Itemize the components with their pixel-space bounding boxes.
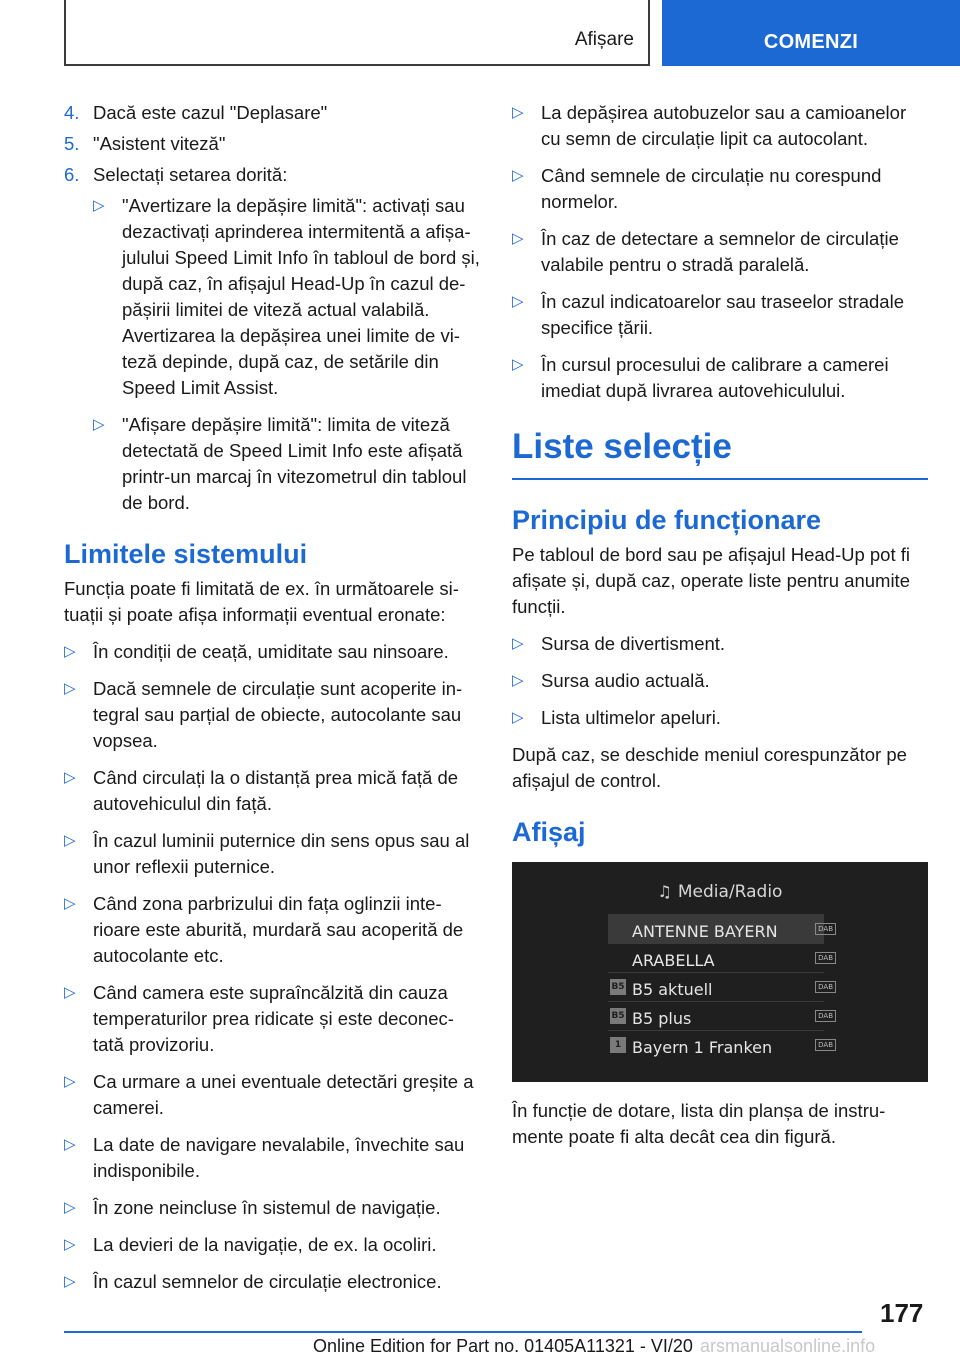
list-item-text: În zone neincluse în sistemul de navigație.	[93, 1197, 441, 1218]
triangle-right-icon: ▷	[93, 416, 105, 433]
step-item	[64, 131, 484, 157]
list-item	[64, 980, 484, 1058]
step-text: Dacă este cazul "Deplasare"	[93, 102, 328, 123]
list-item	[512, 705, 928, 731]
list-item-text: Lista ultimelor apeluri.	[541, 707, 721, 728]
list-item	[64, 1269, 484, 1295]
list-types	[512, 631, 928, 731]
triangle-right-icon: ▷	[512, 672, 524, 689]
station-label: ARABELLA	[632, 951, 715, 970]
list-item-text: Sursa de divertisment.	[541, 633, 726, 654]
step-item	[64, 162, 484, 188]
station-label: Bayern 1 Franken	[632, 1038, 773, 1057]
triangle-right-icon: ▷	[64, 643, 76, 660]
footer-divider	[64, 1331, 862, 1333]
step-number: 4.	[64, 102, 80, 123]
footer-watermark: arsmanualsonline.info	[700, 1336, 876, 1356]
screen-title	[512, 879, 928, 905]
dab-tag: DAB	[815, 981, 836, 993]
list-item	[64, 1069, 484, 1121]
list-item	[64, 1232, 484, 1258]
step-number: 5.	[64, 133, 80, 154]
station-row	[608, 1001, 833, 1030]
list-item	[512, 631, 928, 657]
list-item	[64, 891, 484, 969]
triangle-right-icon: ▷	[93, 197, 105, 214]
list-item-text: În cursul procesului de calibrare a camerei imediat după livrarea autovehiculului.	[541, 354, 889, 401]
triangle-right-icon: ▷	[64, 1073, 76, 1090]
subsection-title: Afișaj	[512, 817, 586, 847]
triangle-right-icon: ▷	[512, 230, 524, 247]
triangle-right-icon: ▷	[512, 293, 524, 310]
triangle-right-icon: ▷	[512, 635, 524, 652]
triangle-right-icon: ▷	[64, 1236, 76, 1253]
station-row	[608, 1030, 833, 1059]
section-intro: Funcția poate fi limitată de ex. în următoarele si-tuații și poate afișa informații eventual eronate:	[64, 578, 459, 625]
dab-tag: DAB	[815, 1010, 836, 1022]
station-logo-icon: B5	[610, 1008, 626, 1024]
list-item-text: În condiții de ceață, umiditate sau ninsoare.	[93, 641, 449, 662]
figure-caption: În funcție de dotare, lista din planșa de instru-mente poate fi alta decât cea din figură.	[512, 1100, 886, 1147]
list-item-text: În cazul indicatoarelor sau traseelor stradale specifice țării.	[541, 291, 904, 338]
list-item-text: Sursa audio actuală.	[541, 670, 710, 691]
header-chapter-tab[interactable]	[662, 0, 960, 66]
list-item-text: În cazul semnelor de circulație electronice.	[93, 1271, 442, 1292]
step-text: "Asistent viteză"	[93, 133, 226, 154]
list-item-text: La date de navigare nevalabile, învechite sau indisponibile.	[93, 1134, 465, 1181]
triangle-right-icon: ▷	[64, 680, 76, 697]
right-column	[512, 100, 928, 1161]
list-item	[512, 226, 928, 278]
page-number: 177	[880, 1298, 924, 1328]
list-item-text: Când semnele de circulație nu corespund normelor.	[541, 165, 882, 212]
list-item-text: "Avertizare la depășire limită": activați sau dezactivați aprinderea intermitentă a afișa-julului Speed Limit Info în tabloul de bord și, după caz, în afișajul Head-Up în cazul de-pășirii limitei de viteză actual valabilă. Avertizarea la depășirea unei limite de vi-teză depinde, după caz, de setările din Speed Limit Assist.	[122, 195, 480, 398]
list-item-text: La depășirea autobuzelor sau a camioanelor cu semn de circulație lipit ca autocolant.	[541, 102, 907, 149]
list-item	[512, 289, 928, 341]
list-item-text: Dacă semnele de circulație sunt acoperite in-tegral sau parțial de obiecte, autocolante sau vopsea.	[93, 678, 463, 751]
step-item	[64, 100, 484, 126]
limits-list-continued	[512, 100, 928, 404]
main-section-title: Liste selecție	[512, 426, 928, 480]
list-item	[512, 668, 928, 694]
triangle-right-icon: ▷	[512, 356, 524, 373]
header-chapter-label: COMENZI	[763, 31, 859, 53]
list-item-text: La devieri de la navigație, de ex. la ocoliri.	[93, 1234, 437, 1255]
list-item	[64, 765, 484, 817]
list-item-text: Ca urmare a unei eventuale detectări greșite a camerei.	[93, 1071, 474, 1118]
triangle-right-icon: ▷	[512, 167, 524, 184]
list-item	[512, 100, 928, 152]
step-text: Selectați setarea dorită:	[93, 164, 288, 185]
left-column	[64, 100, 484, 1306]
section-title: Limitele sistemului	[64, 539, 308, 569]
list-item	[64, 639, 484, 665]
after-list-text: După caz, se deschide meniul corespunzător pe afișajul de control.	[512, 744, 907, 791]
list-item-text: Când camera este supraîncălzită din cauza temperaturilor prea ridicate și este deconec-tată provizoriu.	[93, 982, 454, 1055]
triangle-right-icon: ▷	[64, 769, 76, 786]
list-item	[93, 412, 484, 516]
footer-edition-text: Online Edition for Part no. 01405A11321 - VI/20	[313, 1336, 693, 1356]
list-item	[93, 193, 484, 401]
list-item-text: "Afișare depășire limită": limita de viteză detectată de Speed Limit Info este afișată printr-un marcaj în vitezometrul din tabloul de bord.	[122, 414, 467, 513]
station-row	[608, 972, 833, 1001]
station-label: B5 plus	[632, 1009, 692, 1028]
subsection-intro: Pe tabloul de bord sau pe afișajul Head-Up pot fi afișate și, după caz, operate liste pentru anumite funcții.	[512, 544, 911, 617]
step-number: 6.	[64, 164, 80, 185]
list-item	[64, 676, 484, 754]
station-row	[608, 943, 833, 972]
list-item-text: În caz de detectare a semnelor de circulație valabile pentru o stradă paralelă.	[541, 228, 899, 275]
media-radio-icon: ♫	[657, 882, 672, 901]
list-item-text: În cazul luminii puternice din sens opus sau al unor reflexii puternice.	[93, 830, 470, 877]
dab-tag: DAB	[815, 923, 836, 935]
dab-tag: DAB	[815, 952, 836, 964]
step6-option-list	[93, 193, 484, 516]
triangle-right-icon: ▷	[64, 895, 76, 912]
list-item	[64, 1195, 484, 1221]
triangle-right-icon: ▷	[64, 984, 76, 1001]
dab-tag: DAB	[815, 1039, 836, 1051]
subsection-title: Principiu de funcționare	[512, 505, 822, 535]
triangle-right-icon: ▷	[64, 1199, 76, 1216]
limits-list	[64, 639, 484, 1295]
header-section-box	[64, 0, 650, 66]
station-logo-icon: B5	[610, 979, 626, 995]
list-item	[64, 1132, 484, 1184]
station-label: ANTENNE BAYERN	[632, 922, 778, 941]
station-row	[608, 914, 833, 943]
list-item	[512, 163, 928, 215]
triangle-right-icon: ▷	[512, 709, 524, 726]
station-label: B5 aktuell	[632, 980, 713, 999]
list-item-text: Când circulați la o distanță prea mică față de autovehiculul din față.	[93, 767, 459, 814]
list-item	[64, 828, 484, 880]
display-screenshot	[512, 862, 928, 1082]
screen-station-list	[608, 914, 833, 1059]
triangle-right-icon: ▷	[64, 1136, 76, 1153]
triangle-right-icon: ▷	[64, 1273, 76, 1290]
triangle-right-icon: ▷	[64, 832, 76, 849]
station-logo-icon: 1	[610, 1037, 626, 1053]
triangle-right-icon: ▷	[512, 104, 524, 121]
list-item-text: Când zona parbrizului din fața oglinzii inte-rioare este aburită, murdară sau acoperită de autocolante etc.	[93, 893, 464, 966]
screen-title-text: Media/Radio	[677, 882, 783, 902]
header-section-label: Afișare	[574, 29, 634, 50]
list-item	[512, 352, 928, 404]
